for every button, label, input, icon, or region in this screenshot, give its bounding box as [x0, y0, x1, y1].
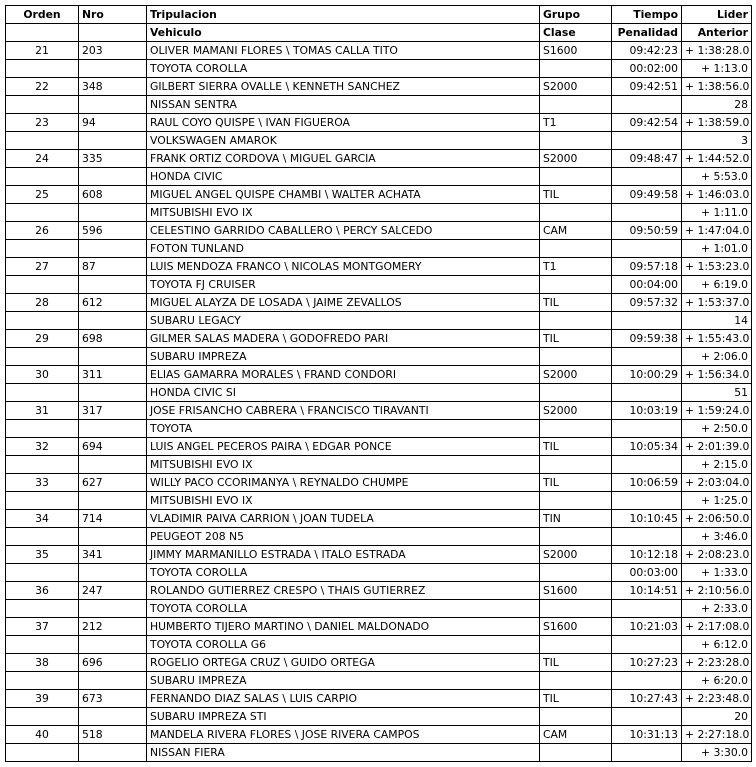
tiempo-cell: 09:57:18: [612, 258, 682, 276]
lider-cell: + 2:08:23.0: [682, 546, 752, 564]
tiempo-cell: 09:59:38: [612, 330, 682, 348]
nro-blank-cell: [79, 456, 147, 474]
orden-cell: 23: [6, 114, 79, 132]
clase-cell: [540, 168, 612, 186]
nro-cell: 694: [79, 438, 147, 456]
table-row: [6, 510, 752, 528]
vehicle-cell: TOYOTA: [147, 420, 540, 438]
vehicle-cell: TOYOTA COROLLA: [147, 60, 540, 78]
orden-blank-cell: [6, 240, 79, 258]
penalidad-cell: [612, 240, 682, 258]
nro-cell: 212: [79, 618, 147, 636]
lider-cell: + 1:47:04.0: [682, 222, 752, 240]
vehicle-cell: SUBARU LEGACY: [147, 312, 540, 330]
clase-cell: [540, 276, 612, 294]
lider-cell: + 1:59:24.0: [682, 402, 752, 420]
penalidad-cell: [612, 600, 682, 618]
grupo-cell: CAM: [540, 726, 612, 744]
orden-cell: 32: [6, 438, 79, 456]
anterior-cell: 20: [682, 708, 752, 726]
orden-blank-cell: [6, 384, 79, 402]
vehicle-cell: PEUGEOT 208 N5: [147, 528, 540, 546]
header-vehiculo: Vehiculo: [147, 24, 540, 42]
anterior-cell: 28: [682, 96, 752, 114]
nro-blank-cell: [79, 384, 147, 402]
penalidad-cell: 00:02:00: [612, 60, 682, 78]
anterior-cell: + 2:50.0: [682, 420, 752, 438]
header-tripulacion: Tripulacion: [147, 6, 540, 24]
table-row: [6, 330, 752, 348]
clase-cell: [540, 636, 612, 654]
table-row: [6, 618, 752, 636]
crew-cell: JIMMY MARMANILLO ESTRADA \ ITALO ESTRADA: [147, 546, 540, 564]
vehicle-cell: SUBARU IMPREZA STI: [147, 708, 540, 726]
table-row-detail: [6, 420, 752, 438]
tiempo-cell: 10:03:19: [612, 402, 682, 420]
table-row: [6, 222, 752, 240]
anterior-cell: + 5:53.0: [682, 168, 752, 186]
crew-cell: GILMER SALAS MADERA \ GODOFREDO PARI: [147, 330, 540, 348]
nro-cell: 627: [79, 474, 147, 492]
header-penalidad: Penalidad: [612, 24, 682, 42]
nro-blank-cell: [79, 744, 147, 762]
orden-cell: 21: [6, 42, 79, 60]
anterior-cell: + 1:33.0: [682, 564, 752, 582]
table-row-detail: [6, 312, 752, 330]
table-row: [6, 258, 752, 276]
nro-blank-cell: [79, 168, 147, 186]
tiempo-cell: 10:27:43: [612, 690, 682, 708]
grupo-cell: TIN: [540, 510, 612, 528]
penalidad-cell: [612, 636, 682, 654]
tiempo-cell: 10:21:03: [612, 618, 682, 636]
crew-cell: RAUL COYO QUISPE \ IVAN FIGUEROA: [147, 114, 540, 132]
header-clase: Clase: [540, 24, 612, 42]
orden-cell: 38: [6, 654, 79, 672]
orden-blank-cell: [6, 456, 79, 474]
header-grupo: Grupo: [540, 6, 612, 24]
anterior-cell: 3: [682, 132, 752, 150]
header-row-1: [6, 6, 752, 24]
penalidad-cell: [612, 348, 682, 366]
lider-cell: + 1:38:56.0: [682, 78, 752, 96]
nro-cell: 696: [79, 654, 147, 672]
orden-cell: 28: [6, 294, 79, 312]
tiempo-cell: 09:57:32: [612, 294, 682, 312]
header-orden: Orden: [6, 6, 79, 24]
penalidad-cell: [612, 168, 682, 186]
crew-cell: WILLY PACO CCORIMANYA \ REYNALDO CHUMPE: [147, 474, 540, 492]
anterior-cell: + 2:15.0: [682, 456, 752, 474]
orden-blank-cell: [6, 96, 79, 114]
penalidad-cell: [612, 132, 682, 150]
crew-cell: FERNANDO DIAZ SALAS \ LUIS CARPIO: [147, 690, 540, 708]
clase-cell: [540, 420, 612, 438]
header-orden-blank: [6, 24, 79, 42]
tiempo-cell: 09:42:51: [612, 78, 682, 96]
table-row-detail: [6, 204, 752, 222]
orden-blank-cell: [6, 636, 79, 654]
orden-blank-cell: [6, 348, 79, 366]
table-row: [6, 186, 752, 204]
anterior-cell: + 3:46.0: [682, 528, 752, 546]
table-row: [6, 474, 752, 492]
table-row-detail: [6, 672, 752, 690]
crew-cell: FRANK ORTIZ CORDOVA \ MIGUEL GARCIA: [147, 150, 540, 168]
nro-blank-cell: [79, 636, 147, 654]
lider-cell: + 2:06:50.0: [682, 510, 752, 528]
table-row: [6, 438, 752, 456]
clase-cell: [540, 744, 612, 762]
lider-cell: + 1:38:59.0: [682, 114, 752, 132]
nro-cell: 612: [79, 294, 147, 312]
vehicle-cell: TOYOTA COROLLA: [147, 600, 540, 618]
orden-cell: 27: [6, 258, 79, 276]
anterior-cell: 14: [682, 312, 752, 330]
table-row-detail: [6, 276, 752, 294]
table-row-detail: [6, 564, 752, 582]
table-row-detail: [6, 456, 752, 474]
orden-cell: 31: [6, 402, 79, 420]
nro-cell: 348: [79, 78, 147, 96]
orden-blank-cell: [6, 420, 79, 438]
penalidad-cell: 00:03:00: [612, 564, 682, 582]
anterior-cell: + 6:12.0: [682, 636, 752, 654]
nro-blank-cell: [79, 312, 147, 330]
nro-blank-cell: [79, 528, 147, 546]
crew-cell: ROGELIO ORTEGA CRUZ \ GUIDO ORTEGA: [147, 654, 540, 672]
nro-cell: 87: [79, 258, 147, 276]
crew-cell: JOSE FRISANCHO CABRERA \ FRANCISCO TIRAVANTI: [147, 402, 540, 420]
orden-cell: 40: [6, 726, 79, 744]
orden-blank-cell: [6, 492, 79, 510]
crew-cell: CELESTINO GARRIDO CABALLERO \ PERCY SALCEDO: [147, 222, 540, 240]
vehicle-cell: MITSUBISHI EVO IX: [147, 492, 540, 510]
header-lider: Lider: [682, 6, 752, 24]
nro-cell: 596: [79, 222, 147, 240]
nro-cell: 714: [79, 510, 147, 528]
penalidad-cell: [612, 204, 682, 222]
penalidad-cell: [612, 420, 682, 438]
anterior-cell: + 1:11.0: [682, 204, 752, 222]
crew-cell: ELIAS GAMARRA MORALES \ FRAND CONDORI: [147, 366, 540, 384]
crew-cell: LUIS MENDOZA FRANCO \ NICOLAS MONTGOMERY: [147, 258, 540, 276]
orden-cell: 35: [6, 546, 79, 564]
crew-cell: LUIS ANGEL PECEROS PAIRA \ EDGAR PONCE: [147, 438, 540, 456]
vehicle-cell: TOYOTA COROLLA G6: [147, 636, 540, 654]
crew-cell: OLIVER MAMANI FLORES \ TOMAS CALLA TITO: [147, 42, 540, 60]
header-nro: Nro: [79, 6, 147, 24]
orden-blank-cell: [6, 168, 79, 186]
orden-cell: 34: [6, 510, 79, 528]
lider-cell: + 2:01:39.0: [682, 438, 752, 456]
vehicle-cell: FOTON TUNLAND: [147, 240, 540, 258]
nro-blank-cell: [79, 564, 147, 582]
vehicle-cell: TOYOTA FJ CRUISER: [147, 276, 540, 294]
nro-blank-cell: [79, 240, 147, 258]
crew-cell: ROLANDO GUTIERREZ CRESPO \ THAIS GUTIERREZ: [147, 582, 540, 600]
table-row: [6, 546, 752, 564]
tiempo-cell: 10:10:45: [612, 510, 682, 528]
vehicle-cell: SUBARU IMPREZA: [147, 672, 540, 690]
table-header: [6, 6, 752, 42]
nro-blank-cell: [79, 492, 147, 510]
table-row-detail: [6, 168, 752, 186]
table-row-detail: [6, 60, 752, 78]
anterior-cell: 51: [682, 384, 752, 402]
nro-cell: 203: [79, 42, 147, 60]
vehicle-cell: TOYOTA COROLLA: [147, 564, 540, 582]
grupo-cell: S1600: [540, 582, 612, 600]
grupo-cell: S2000: [540, 150, 612, 168]
orden-cell: 30: [6, 366, 79, 384]
lider-cell: + 1:46:03.0: [682, 186, 752, 204]
orden-cell: 29: [6, 330, 79, 348]
grupo-cell: S1600: [540, 618, 612, 636]
table-row-detail: [6, 96, 752, 114]
orden-cell: 24: [6, 150, 79, 168]
grupo-cell: S1600: [540, 42, 612, 60]
anterior-cell: + 6:20.0: [682, 672, 752, 690]
table-row: [6, 582, 752, 600]
orden-blank-cell: [6, 528, 79, 546]
clase-cell: [540, 348, 612, 366]
nro-cell: 341: [79, 546, 147, 564]
orden-blank-cell: [6, 744, 79, 762]
nro-blank-cell: [79, 96, 147, 114]
table-row: [6, 42, 752, 60]
nro-cell: 518: [79, 726, 147, 744]
penalidad-cell: [612, 708, 682, 726]
nro-cell: 94: [79, 114, 147, 132]
orden-blank-cell: [6, 204, 79, 222]
grupo-cell: TIL: [540, 438, 612, 456]
grupo-cell: T1: [540, 258, 612, 276]
table-row: [6, 294, 752, 312]
table-row: [6, 366, 752, 384]
penalidad-cell: [612, 312, 682, 330]
tiempo-cell: 10:00:29: [612, 366, 682, 384]
penalidad-cell: [612, 456, 682, 474]
orden-cell: 26: [6, 222, 79, 240]
nro-blank-cell: [79, 276, 147, 294]
grupo-cell: S2000: [540, 366, 612, 384]
table-row-detail: [6, 600, 752, 618]
table-row: [6, 114, 752, 132]
nro-cell: 311: [79, 366, 147, 384]
grupo-cell: TIL: [540, 690, 612, 708]
anterior-cell: + 2:33.0: [682, 600, 752, 618]
nro-blank-cell: [79, 708, 147, 726]
vehicle-cell: NISSAN SENTRA: [147, 96, 540, 114]
nro-cell: 673: [79, 690, 147, 708]
anterior-cell: + 2:06.0: [682, 348, 752, 366]
clase-cell: [540, 384, 612, 402]
clase-cell: [540, 600, 612, 618]
table-row-detail: [6, 384, 752, 402]
grupo-cell: TIL: [540, 330, 612, 348]
anterior-cell: + 3:30.0: [682, 744, 752, 762]
lider-cell: + 2:10:56.0: [682, 582, 752, 600]
penalidad-cell: [612, 384, 682, 402]
tiempo-cell: 09:49:58: [612, 186, 682, 204]
clase-cell: [540, 528, 612, 546]
orden-cell: 33: [6, 474, 79, 492]
vehicle-cell: MITSUBISHI EVO IX: [147, 456, 540, 474]
grupo-cell: TIL: [540, 294, 612, 312]
penalidad-cell: [612, 672, 682, 690]
tiempo-cell: 10:05:34: [612, 438, 682, 456]
lider-cell: + 1:53:23.0: [682, 258, 752, 276]
table-row-detail: [6, 528, 752, 546]
header-nro-blank: [79, 24, 147, 42]
nro-cell: 317: [79, 402, 147, 420]
penalidad-cell: 00:04:00: [612, 276, 682, 294]
orden-blank-cell: [6, 312, 79, 330]
orden-cell: 37: [6, 618, 79, 636]
clase-cell: [540, 60, 612, 78]
clase-cell: [540, 672, 612, 690]
clase-cell: [540, 96, 612, 114]
header-tiempo: Tiempo: [612, 6, 682, 24]
tiempo-cell: 10:14:51: [612, 582, 682, 600]
orden-blank-cell: [6, 672, 79, 690]
vehicle-cell: HONDA CIVIC SI: [147, 384, 540, 402]
clase-cell: [540, 204, 612, 222]
grupo-cell: S2000: [540, 546, 612, 564]
table-row: [6, 78, 752, 96]
table-row-detail: [6, 744, 752, 762]
lider-cell: + 2:23:28.0: [682, 654, 752, 672]
vehicle-cell: NISSAN FIERA: [147, 744, 540, 762]
orden-blank-cell: [6, 276, 79, 294]
clase-cell: [540, 456, 612, 474]
penalidad-cell: [612, 96, 682, 114]
orden-blank-cell: [6, 708, 79, 726]
clase-cell: [540, 312, 612, 330]
nro-cell: 608: [79, 186, 147, 204]
crew-cell: GILBERT SIERRA OVALLE \ KENNETH SANCHEZ: [147, 78, 540, 96]
table-row-detail: [6, 132, 752, 150]
clase-cell: [540, 564, 612, 582]
anterior-cell: + 1:01.0: [682, 240, 752, 258]
orden-cell: 39: [6, 690, 79, 708]
nro-cell: 247: [79, 582, 147, 600]
crew-cell: MIGUEL ALAYZA DE LOSADA \ JAIME ZEVALLOS: [147, 294, 540, 312]
lider-cell: + 1:44:52.0: [682, 150, 752, 168]
lider-cell: + 2:23:48.0: [682, 690, 752, 708]
nro-blank-cell: [79, 672, 147, 690]
grupo-cell: TIL: [540, 654, 612, 672]
anterior-cell: + 1:25.0: [682, 492, 752, 510]
grupo-cell: S2000: [540, 402, 612, 420]
grupo-cell: TIL: [540, 474, 612, 492]
nro-blank-cell: [79, 420, 147, 438]
nro-cell: 698: [79, 330, 147, 348]
crew-cell: MIGUEL ANGEL QUISPE CHAMBI \ WALTER ACHATA: [147, 186, 540, 204]
grupo-cell: CAM: [540, 222, 612, 240]
nro-blank-cell: [79, 348, 147, 366]
nro-blank-cell: [79, 204, 147, 222]
tiempo-cell: 09:48:47: [612, 150, 682, 168]
tiempo-cell: 09:42:23: [612, 42, 682, 60]
orden-blank-cell: [6, 600, 79, 618]
penalidad-cell: [612, 492, 682, 510]
header-anterior: Anterior: [682, 24, 752, 42]
grupo-cell: T1: [540, 114, 612, 132]
orden-blank-cell: [6, 60, 79, 78]
orden-cell: 25: [6, 186, 79, 204]
table-row: [6, 726, 752, 744]
results-table: [5, 5, 752, 762]
orden-cell: 36: [6, 582, 79, 600]
nro-blank-cell: [79, 600, 147, 618]
vehicle-cell: MITSUBISHI EVO IX: [147, 204, 540, 222]
tiempo-cell: 10:12:18: [612, 546, 682, 564]
lider-cell: + 2:03:04.0: [682, 474, 752, 492]
lider-cell: + 1:55:43.0: [682, 330, 752, 348]
table-row-detail: [6, 492, 752, 510]
crew-cell: HUMBERTO TIJERO MARTINO \ DANIEL MALDONADO: [147, 618, 540, 636]
tiempo-cell: 09:50:59: [612, 222, 682, 240]
table-row-detail: [6, 636, 752, 654]
tiempo-cell: 09:42:54: [612, 114, 682, 132]
table-row: [6, 654, 752, 672]
crew-cell: VLADIMIR PAIVA CARRION \ JOAN TUDELA: [147, 510, 540, 528]
vehicle-cell: HONDA CIVIC: [147, 168, 540, 186]
penalidad-cell: [612, 744, 682, 762]
anterior-cell: + 6:19.0: [682, 276, 752, 294]
penalidad-cell: [612, 528, 682, 546]
clase-cell: [540, 492, 612, 510]
table-row: [6, 402, 752, 420]
grupo-cell: S2000: [540, 78, 612, 96]
nro-blank-cell: [79, 60, 147, 78]
table-row-detail: [6, 240, 752, 258]
vehicle-cell: SUBARU IMPREZA: [147, 348, 540, 366]
header-row-2: [6, 24, 752, 42]
orden-blank-cell: [6, 564, 79, 582]
tiempo-cell: 10:06:59: [612, 474, 682, 492]
lider-cell: + 2:27:18.0: [682, 726, 752, 744]
orden-blank-cell: [6, 132, 79, 150]
tiempo-cell: 10:27:23: [612, 654, 682, 672]
nro-cell: 335: [79, 150, 147, 168]
clase-cell: [540, 132, 612, 150]
clase-cell: [540, 240, 612, 258]
grupo-cell: TIL: [540, 186, 612, 204]
table-body: [6, 42, 752, 762]
table-row: [6, 690, 752, 708]
tiempo-cell: 10:31:13: [612, 726, 682, 744]
clase-cell: [540, 708, 612, 726]
anterior-cell: + 1:13.0: [682, 60, 752, 78]
nro-blank-cell: [79, 132, 147, 150]
table-row-detail: [6, 348, 752, 366]
lider-cell: + 2:17:08.0: [682, 618, 752, 636]
crew-cell: MANDELA RIVERA FLORES \ JOSE RIVERA CAMPOS: [147, 726, 540, 744]
lider-cell: + 1:53:37.0: [682, 294, 752, 312]
table-row-detail: [6, 708, 752, 726]
table-row: [6, 150, 752, 168]
lider-cell: + 1:56:34.0: [682, 366, 752, 384]
lider-cell: + 1:38:28.0: [682, 42, 752, 60]
vehicle-cell: VOLKSWAGEN AMAROK: [147, 132, 540, 150]
orden-cell: 22: [6, 78, 79, 96]
